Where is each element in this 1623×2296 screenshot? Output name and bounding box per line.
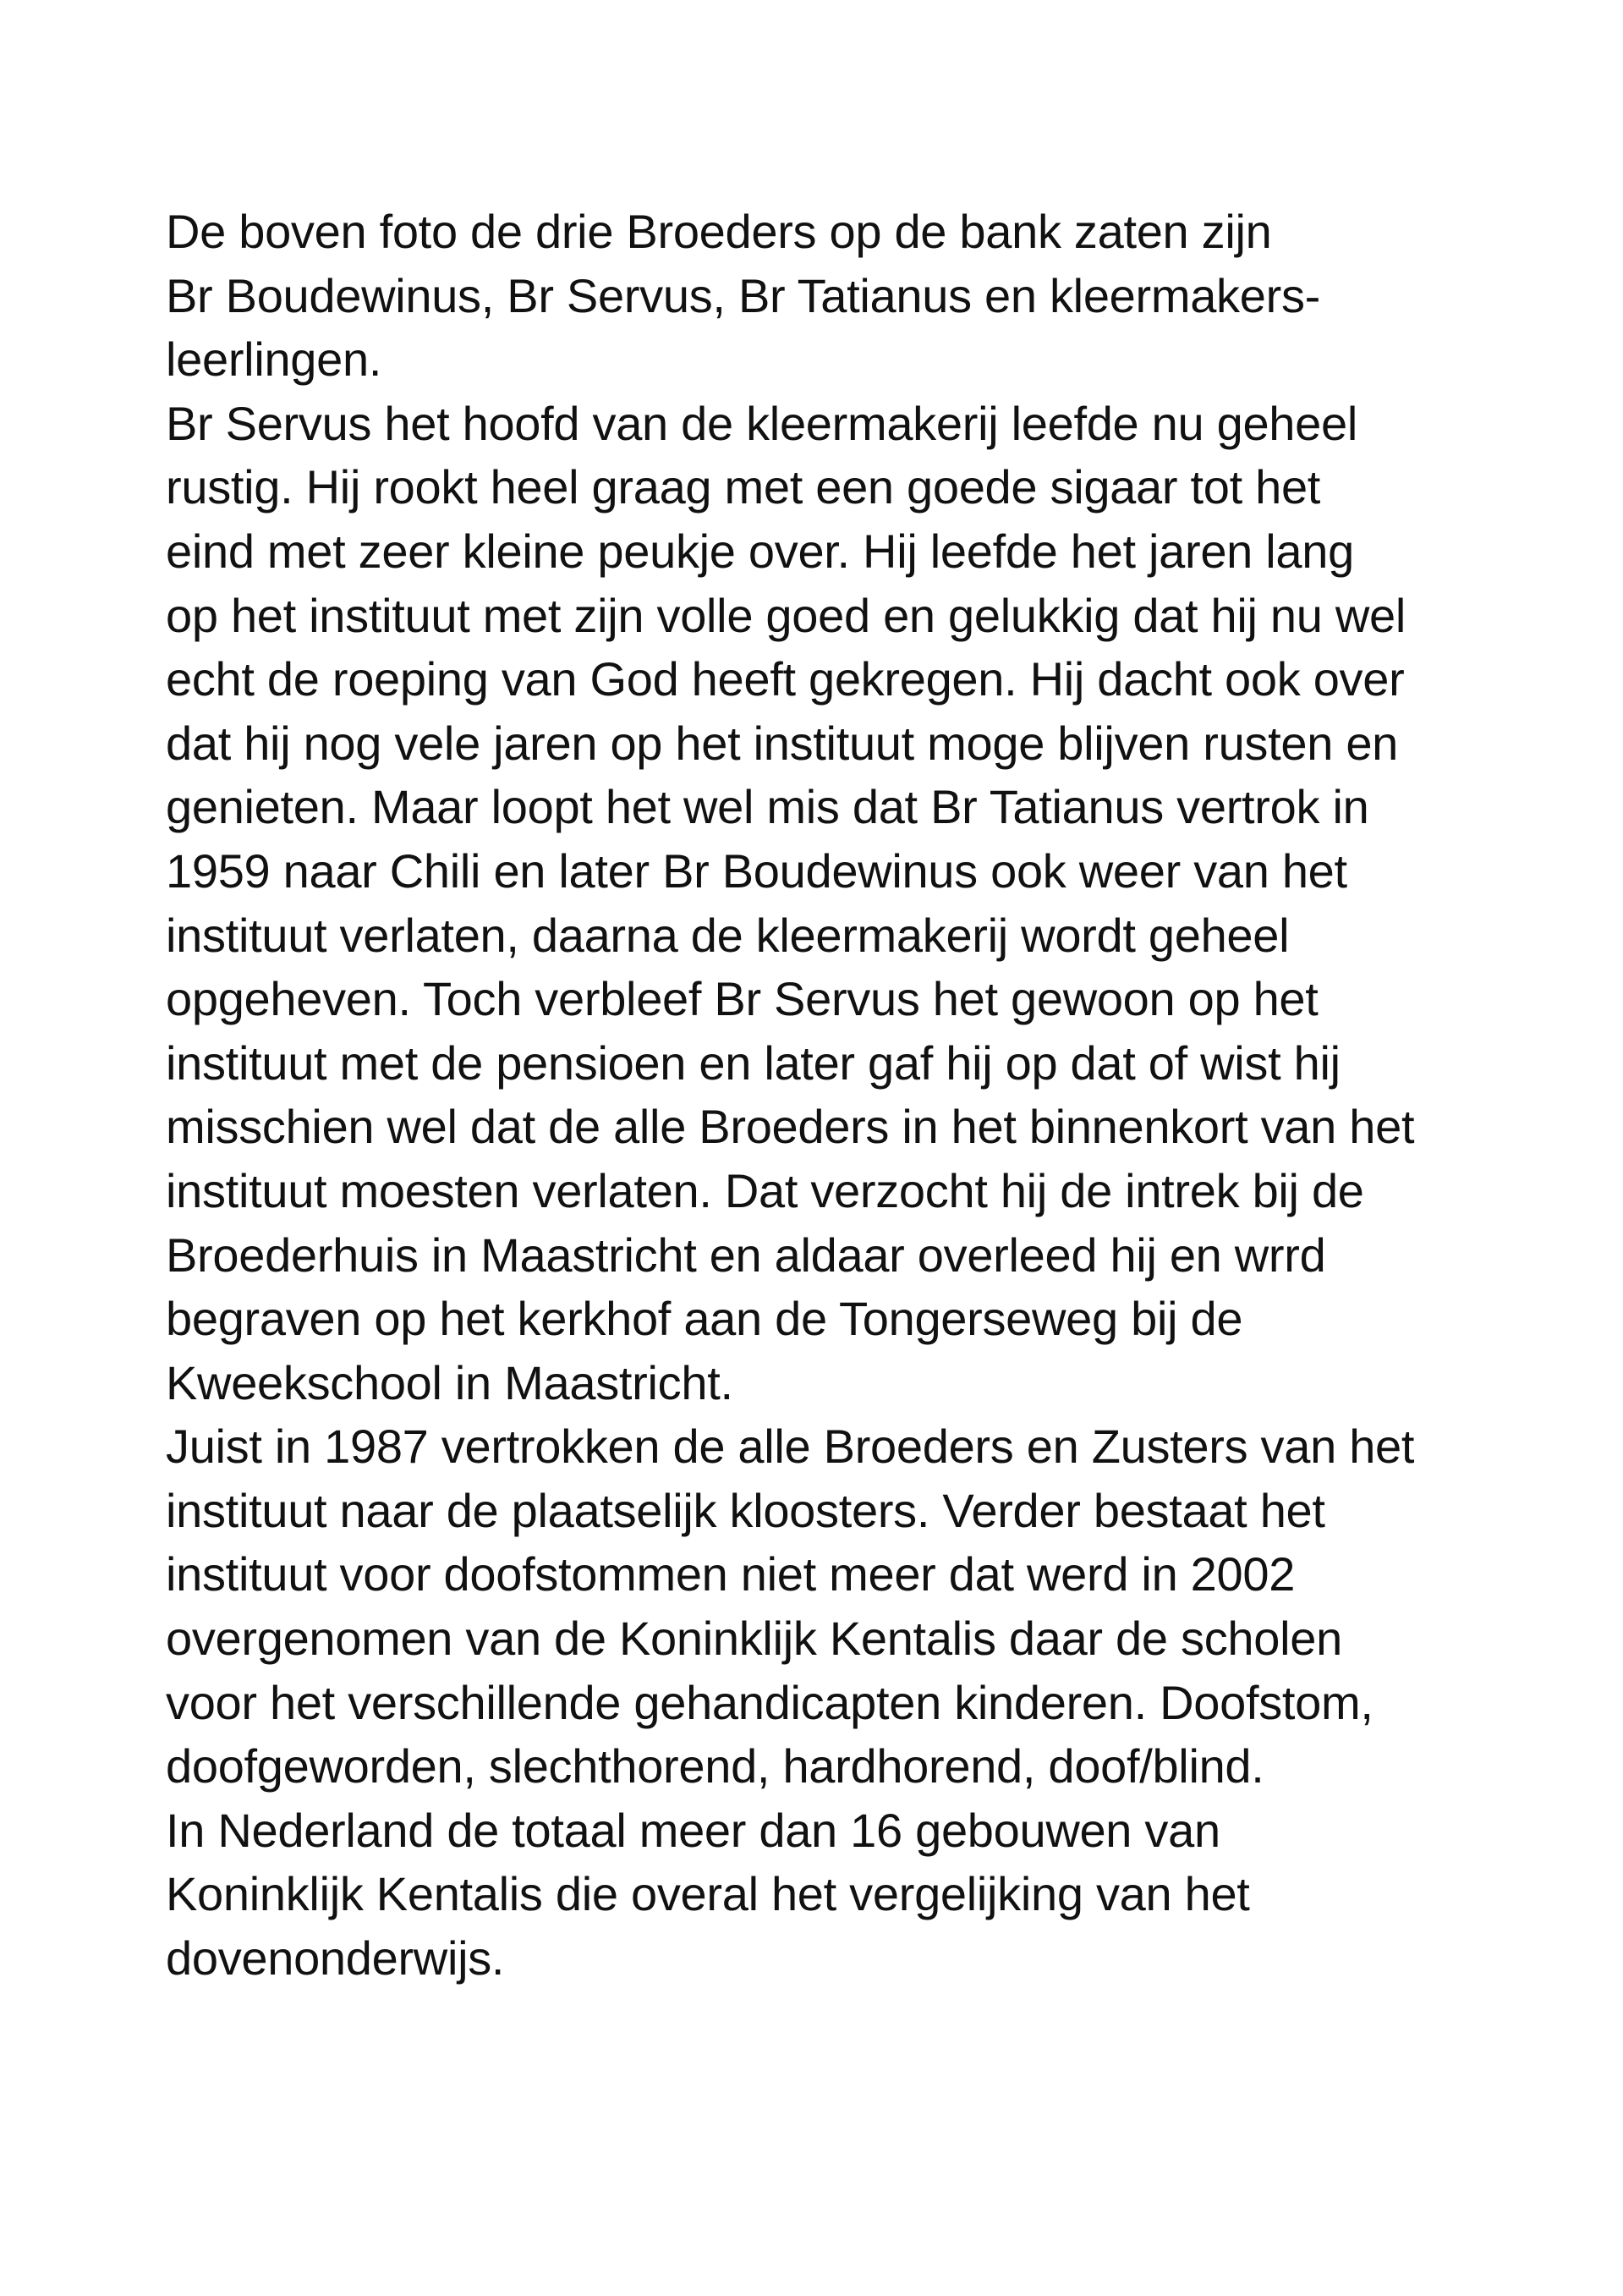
text-line: eind met zeer kleine peukje over. Hij leefde het jaren lang	[166, 524, 1354, 578]
text-line: genieten. Maar loopt het wel mis dat Br Tatianus vertrok in	[166, 780, 1369, 834]
text-line: doofgeworden, slechthorend, hardhorend, doof/blind.	[166, 1739, 1264, 1793]
text-line: dat hij nog vele jaren op het instituut moge blijven rusten en	[166, 716, 1399, 770]
text-line: instituut voor doofstommen niet meer dat werd in 2002	[166, 1547, 1296, 1601]
text-line: overgenomen van de Koninklijk Kentalis daar de scholen	[166, 1612, 1342, 1666]
text-line: Br Servus het hoofd van de kleermakerij leefde nu geheel	[166, 396, 1357, 450]
text-line: Br Boudewinus, Br Servus, Br Tatianus en kleermakers-	[166, 268, 1320, 322]
text-line: op het instituut met zijn volle goed en gelukkig dat hij nu wel	[166, 588, 1406, 642]
text-line: rustig. Hij rookt heel graag met een goede sigaar tot het	[166, 460, 1321, 514]
text-line: opgeheven. Toch verbleef Br Servus het gewoon op het	[166, 972, 1319, 1026]
text-line: instituut naar de plaatselijk kloosters. Verder bestaat het	[166, 1483, 1325, 1537]
text-line: Kweekschool in Maastricht.	[166, 1355, 733, 1409]
text-line: Juist in 1987 vertrokken de alle Broeders en Zusters van het	[166, 1420, 1415, 1474]
text-line: De boven foto de drie Broeders op de bank zaten zijn	[166, 205, 1272, 258]
text-line: misschien wel dat de alle Broeders in het binnenkort van het	[166, 1100, 1415, 1154]
text-line: Koninklijk Kentalis die overal het vergelijking van het	[166, 1867, 1250, 1921]
text-line: dovenonderwijs.	[166, 1931, 505, 1986]
text-line: 1959 naar Chili en later Br Boudewinus ook weer van het	[166, 843, 1347, 898]
text-line: instituut moesten verlaten. Dat verzocht hij de intrek bij de	[166, 1163, 1364, 1217]
text-line: echt de roeping van God heeft gekregen. Hij dacht ook over	[166, 652, 1405, 706]
text-line: In Nederland de totaal meer dan 16 gebouwen van	[166, 1803, 1220, 1857]
text-line: leerlingen.	[166, 332, 382, 387]
body-text	[166, 200, 1587, 1991]
text-line: voor het verschillende gehandicapten kinderen. Doofstom,	[166, 1675, 1374, 1729]
text-line: Broederhuis in Maastricht en aldaar overleed hij en wrrd	[166, 1228, 1326, 1282]
text-line: instituut verlaten, daarna de kleermakerij wordt geheel	[166, 908, 1290, 962]
text-line: instituut met de pensioen en later gaf hij op dat of wist hij	[166, 1035, 1341, 1090]
text-line: begraven op het kerkhof aan de Tongerseweg bij de	[166, 1292, 1243, 1346]
